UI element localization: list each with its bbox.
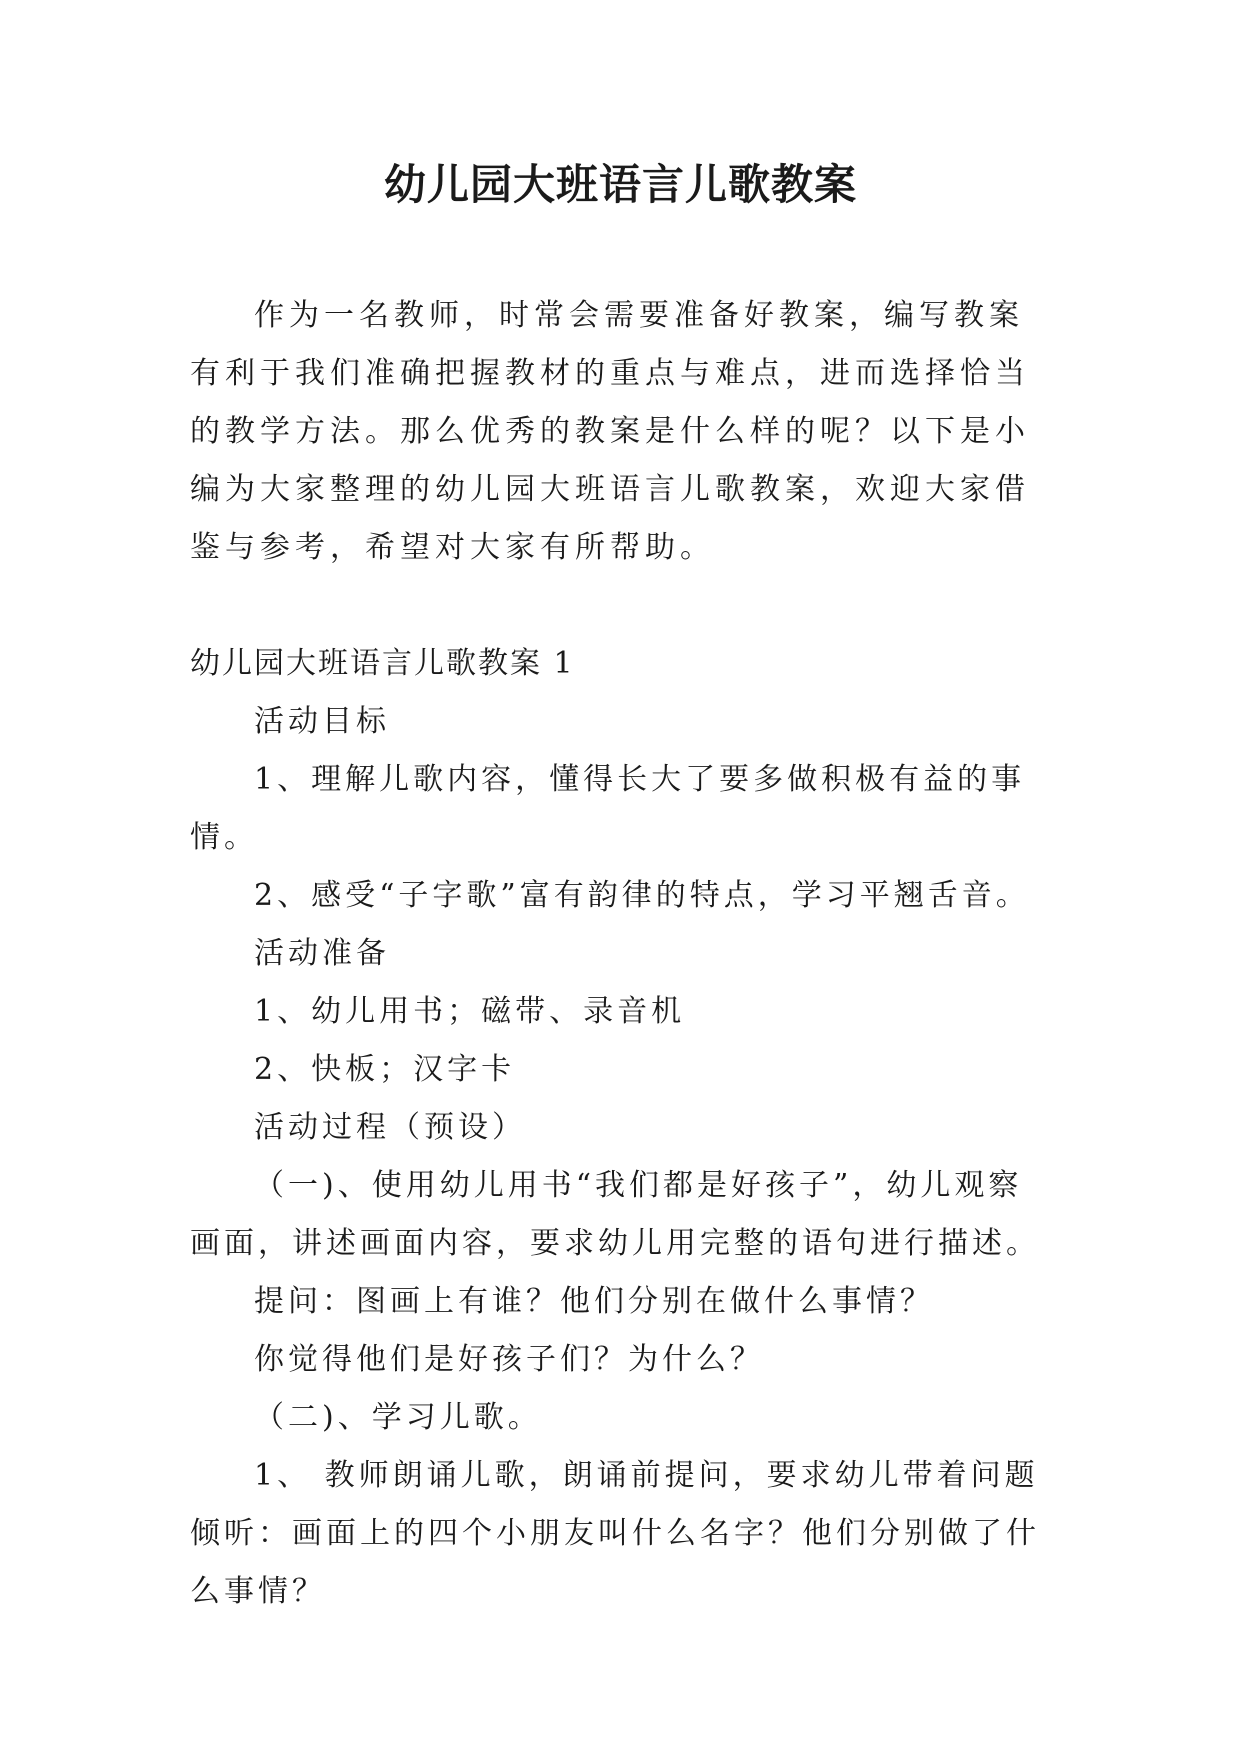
process-step-1: （一)、使用幼儿用书“我们都是好孩子”，幼儿观察画面，讲述画面内容，要求幼儿用完整的语句进行描述。: [190, 1168, 1040, 1261]
intro-paragraph: 作为一名教师，时常会需要准备好教案，编写教案有利于我们准确把握教材的重点与难点，进而选择恰当的教学方法。那么优秀的教案是什么样的呢？以下是小编为大家整理的幼儿园大班语言儿歌教案，欢迎大家借鉴与参考，希望对大家有所帮助。: [190, 298, 1030, 565]
question-2: 你觉得他们是好孩子们？为什么？: [254, 1342, 764, 1377]
prep-item-2: 2、快板；汉字卡: [254, 1052, 516, 1087]
goal-item-2: 2、感受“子字歌”富有韵律的特点，学习平翘舌音。: [254, 878, 1030, 913]
prep-item-1: 1、幼儿用书；磁带、录音机: [254, 994, 686, 1029]
document-title: 幼儿园大班语言儿歌教案: [383, 160, 857, 209]
goal-item-1: 1、理解儿歌内容，懂得长大了要多做积极有益的事情。: [190, 762, 1026, 855]
document-body: [190, 287, 1050, 1621]
process-heading: 活动过程（预设）: [254, 1110, 526, 1145]
question-1: 提问：图画上有谁？他们分别在做什么事情？: [254, 1284, 934, 1319]
process-step-2-1: 1、 教师朗诵儿歌，朗诵前提问，要求幼儿带着问题倾听：画面上的四个小朋友叫什么名字？他们分别做了什么事情？: [190, 1458, 1040, 1609]
goals-heading: 活动目标: [254, 704, 390, 739]
section-heading: 幼儿园大班语言儿歌教案 1: [190, 646, 575, 681]
process-step-2: （二)、学习儿歌。: [254, 1400, 542, 1435]
prep-heading: 活动准备: [254, 936, 390, 971]
